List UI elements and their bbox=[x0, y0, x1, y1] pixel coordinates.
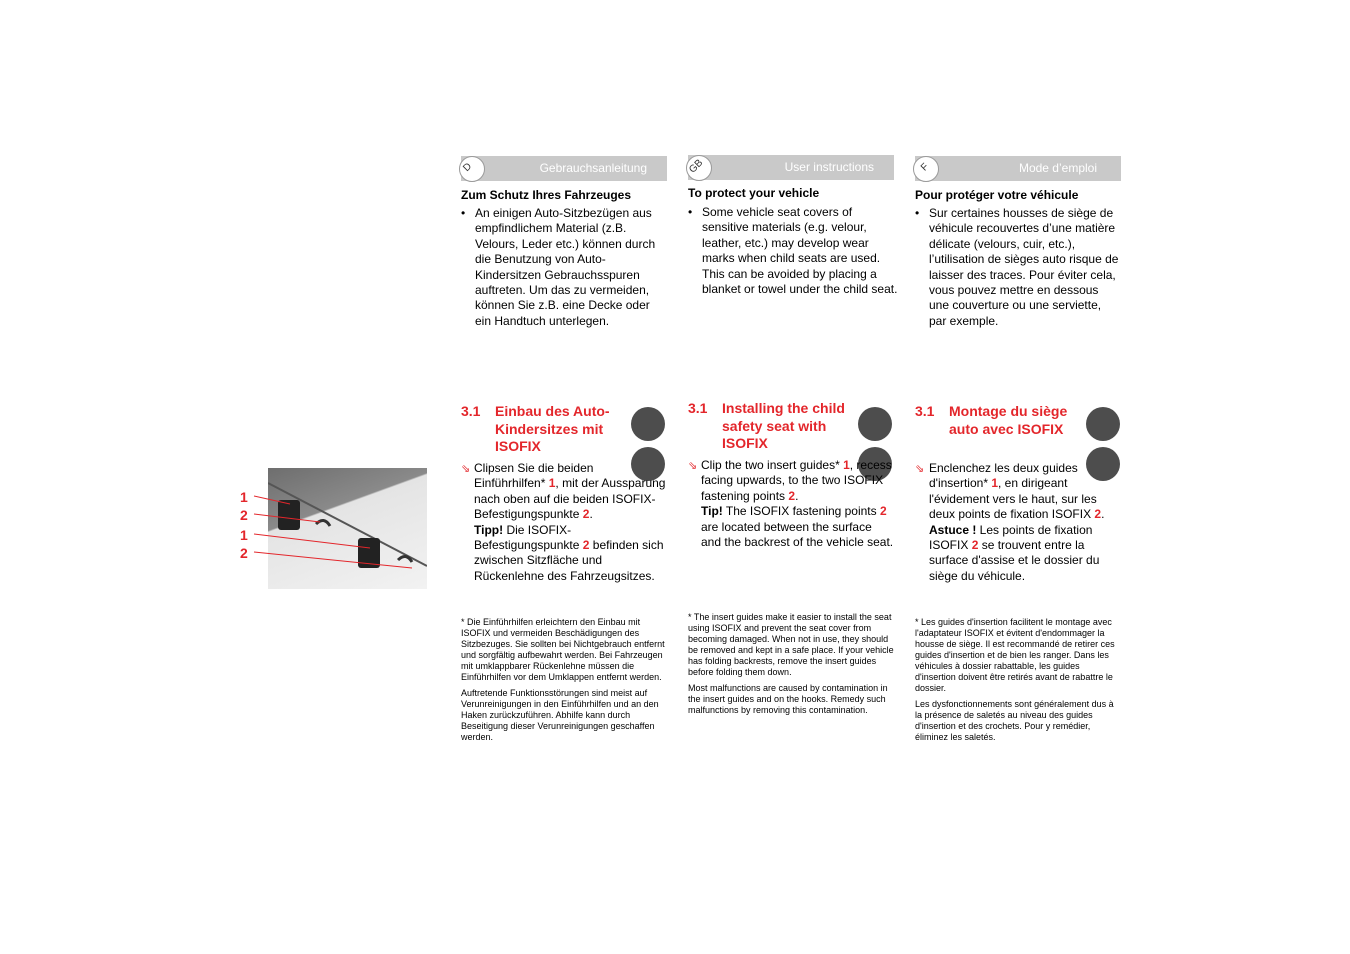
footnote-text: Les dysfonctionnements sont généralement dus à la présence de saletés au niveau des guides d'insertion et des crochets. Pour y remédier, éliminez les saletés. bbox=[915, 699, 1114, 742]
step-text: Clip the two insert guides* bbox=[701, 458, 844, 472]
step-text: . bbox=[1101, 507, 1105, 522]
ref-1: 1 bbox=[843, 458, 850, 472]
tip-text: Die ISOFIX-Befestigungspunkte bbox=[474, 522, 583, 553]
step-text: , en dirigeant l'évidement vers le haut, sur les deux points de fixation ISOFIX bbox=[929, 476, 1097, 522]
section-title: Installing the child safety seat with ISOFIX bbox=[722, 400, 845, 451]
step-install-de bbox=[461, 461, 666, 584]
arrow-icon: ⇘ bbox=[688, 460, 698, 472]
step-install-gb bbox=[688, 458, 894, 550]
language-code-badge bbox=[913, 156, 939, 182]
figure-label-1-top: 1 bbox=[240, 489, 248, 505]
bullet-glyph: • bbox=[461, 206, 466, 220]
ref-1: 1 bbox=[548, 476, 556, 491]
ref-1: 1 bbox=[991, 476, 999, 491]
heading-protect-fr: Pour protéger votre véhicule bbox=[915, 188, 1079, 202]
bullet-protect-fr bbox=[915, 206, 1119, 329]
step-text: . bbox=[795, 488, 799, 503]
tip-text: are located between the surface and the backrest of the vehicle seat. bbox=[701, 519, 894, 550]
language-code: F bbox=[919, 161, 932, 174]
arrow-icon: ⇘ bbox=[461, 463, 471, 475]
ref-2: 2 bbox=[971, 538, 979, 553]
bullet-glyph: • bbox=[688, 205, 693, 219]
section-title: Montage du siège auto avec ISOFIX bbox=[949, 403, 1068, 437]
bullet-text: Some vehicle seat covers of sensitive materials (e.g. velour, leather, etc.) may develop wear marks when child seats are used. This can be avoided by placing a blanket or towel under the child seat. bbox=[702, 205, 898, 297]
footnote-fr bbox=[915, 617, 1121, 743]
language-code-badge bbox=[459, 156, 485, 182]
tip-text: se trouvent entre la surface d'assise et le dossier du siège du véhicule. bbox=[929, 538, 1100, 583]
step-install-fr bbox=[915, 461, 1121, 584]
language-code: D bbox=[461, 161, 475, 174]
section-number: 3.1 bbox=[915, 403, 935, 419]
tip-text: The ISOFIX fastening points bbox=[722, 504, 880, 519]
bullet-text: An einigen Auto-Sitzbezügen aus empfindlichem Material (z.B. Velours, Leder etc.) können durch die Benutzung von Auto-Kindersitzen Gebrauchsspuren auftreten. Um das zu vermeiden, können Sie z.B. eine Decke oder ein Handtuch unterlegen. bbox=[475, 206, 656, 328]
bullet-glyph: • bbox=[915, 206, 920, 220]
figure-label-2-bottom: 2 bbox=[240, 545, 248, 561]
bullet-text: Sur certaines housses de siège de véhicule recouvertes d’une matière délicate (velours, cuir, etc.), l’utilisation de sièges auto risque de laisser des traces. Pour éviter cela, vous pouvez mettre en dessous une couverture ou une serviette, par exemple. bbox=[929, 206, 1119, 328]
section-number: 3.1 bbox=[688, 400, 708, 416]
ref-2: 2 bbox=[788, 488, 796, 503]
section-title: Einbau des Auto-Kindersitzes mit ISOFIX bbox=[495, 403, 610, 454]
language-code-badge bbox=[686, 155, 712, 181]
seat-icon bbox=[631, 407, 665, 441]
ref-2: 2 bbox=[582, 538, 590, 553]
footnote-text: * The insert guides make it easier to install the seat using ISOFIX and prevent the seat cover from becoming damaged. When not in use, they should be removed and kept in a safe place. If your vehicle has folding backrests, remove the insert guides before folding them down. bbox=[688, 612, 894, 677]
footnote-text: Most malfunctions are caused by contamination in the insert guides and on the hooks. Remedy such malfunctions by removing this contamination. bbox=[688, 683, 888, 715]
footnote-text: Auftretende Funktionsstörungen sind meist auf Verunreinigungen in den Einführhilfen und an den Haken zurückzuführen. Abhilfe kann durch Beseitigung dieser Verunreinigungen geschaffen werden. bbox=[461, 688, 659, 742]
footnote-de bbox=[461, 617, 667, 743]
tip-text: befinden sich zwischen Sitzfläche und Rückenlehne des Fahrzeugsitzes. bbox=[474, 538, 664, 583]
step-text: , mit der Aussparung nach oben auf die beiden ISOFIX-Befestigungspunkte bbox=[474, 476, 666, 522]
step-text: . bbox=[589, 507, 593, 522]
tab-title: User instructions bbox=[784, 160, 874, 174]
step-text: , recess facing upwards, to the two ISOFIX fastening points bbox=[701, 458, 892, 503]
ref-2: 2 bbox=[1094, 507, 1102, 522]
tip-label: Tipp! bbox=[474, 522, 504, 537]
seat-icon bbox=[858, 407, 892, 441]
step-text: Enclenchez les deux guides d'insertion* bbox=[929, 461, 1078, 491]
tab-title: Mode d’emploi bbox=[1018, 161, 1097, 175]
tip-text: Les points de fixation ISOFIX bbox=[929, 522, 1093, 553]
tab-title: Gebrauchsanleitung bbox=[539, 161, 647, 175]
bullet-protect-gb bbox=[688, 205, 898, 297]
tip-label: Astuce ! bbox=[929, 522, 977, 537]
footnote-gb bbox=[688, 612, 894, 716]
language-tab-fr bbox=[915, 156, 1121, 181]
bullet-protect-de bbox=[461, 206, 665, 329]
arrow-icon: ⇘ bbox=[915, 463, 925, 475]
step-text: Clipsen Sie die beiden Einführhilfen* bbox=[474, 461, 594, 491]
language-tab-de bbox=[461, 156, 667, 181]
footnote-text: * Die Einführhilfen erleichtern den Einbau mit ISOFIX und vermeiden Beschädigungen des Sitzbezuges. Sie sollten bei Nichtgebrauch entfernt und sorgfältig aufbewahrt werden. Bei Fahrzeugen mit umklappbarer Rückenlehne müssen die Einführhilfen vor dem Umklappen entfernt werden. bbox=[461, 617, 665, 682]
tip-label: Tip! bbox=[701, 504, 723, 519]
seat-icon bbox=[1086, 407, 1120, 441]
figure-label-1-bottom: 1 bbox=[240, 527, 248, 543]
language-code: GB bbox=[687, 157, 706, 176]
section-number: 3.1 bbox=[461, 403, 481, 419]
heading-protect-de: Zum Schutz Ihres Fahrzeuges bbox=[461, 188, 632, 202]
footnote-text: * Les guides d'insertion facilitent le montage avec l'adaptateur ISOFIX et évitent d'endommager la housse de siège. Il est recommandé de retirer ces guides d'insertion et de bien les ranger. Dans les véhicules à dossier rabattable, les guides d'insertion doivent être retirés avant de rabattre le dossier. bbox=[915, 617, 1115, 693]
figure-label-2-top: 2 bbox=[240, 507, 248, 523]
ref-2: 2 bbox=[582, 507, 590, 522]
ref-2: 2 bbox=[879, 504, 887, 519]
language-tab-gb bbox=[688, 155, 894, 180]
heading-protect-gb: To protect your vehicle bbox=[688, 186, 820, 200]
